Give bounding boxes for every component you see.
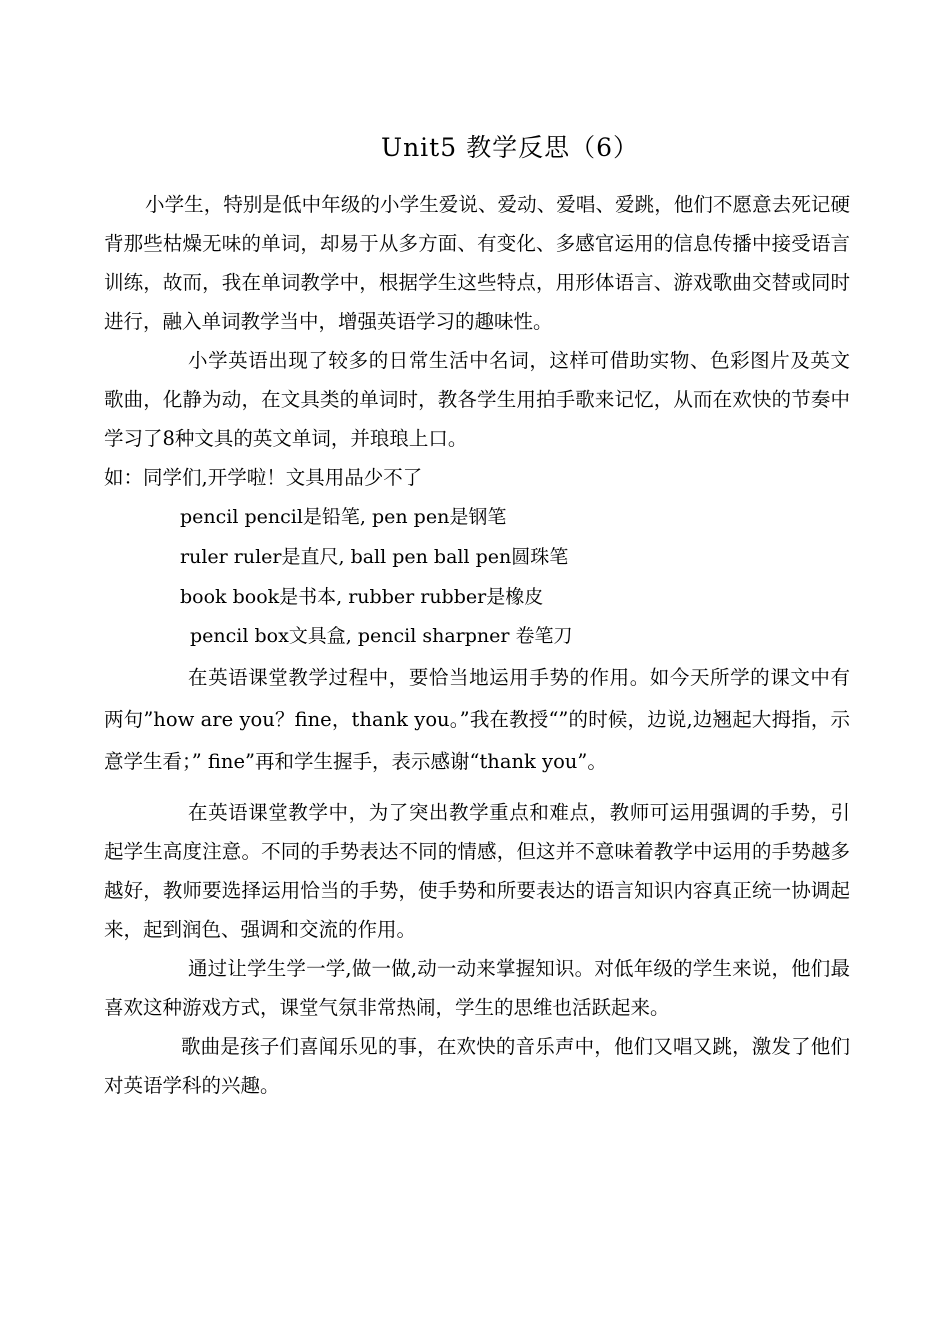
paragraph-vocabulary: 小学英语出现了较多的日常生活中名词，这样可借助实物、色彩图片及英文歌曲，化静为动，在文具类的单词时，教各学生用拍手歌来记忆，从而在欢快的节奏中学习了8种文具的英文单词，并琅琅上口。 [104, 349, 850, 450]
paragraph-gestures: 在英语课堂教学过程中，要恰当地运用手势的作用。如今天所学的课文中有两句”how are you？fine，thank you。”我在教授“”的时候，边说,边翘起大拇指，示意学生看；” fine”再和学生握手，表示感谢“thank you”。 [104, 666, 850, 773]
verse-line-4: pencil box文具盒, pencil sharpner 卷笔刀 [190, 625, 573, 647]
paragraph-intro: 小学生，特别是低中年级的小学生爱说、爱动、爱唱、爱跳，他们不愿意去死记硬背那些枯燥无味的单词，却易于从多方面、有变化、多感官运用的信息传播中接受语言训练，故而，我在单词教学中，根据学生这些特点，用形体语言、游戏歌曲交替或同时进行，融入单词教学当中，增强英语学习的趣味性。 [104, 193, 850, 333]
verse-line-1: pencil pencil是铅笔, pen pen是钢笔 [180, 506, 507, 528]
verse-line-2: ruler ruler是直尺, ball pen ball pen圆珠笔 [180, 546, 569, 568]
verse-line-3: book book是书本, rubber rubber是橡皮 [180, 586, 544, 608]
document-body [104, 185, 850, 1105]
paragraph-activities: 通过让学生学一学,做一做,动一动来掌握知识。对低年级的学生来说，他们最喜欢这种游戏方式，课堂气氛非常热闹，学生的思维也活跃起来。 [104, 957, 850, 1019]
paragraph-example-intro: 如：同学们,开学啦！文具用品少不了 [104, 466, 423, 489]
paragraph-songs: 歌曲是孩子们喜闻乐见的事，在欢快的音乐声中，他们又唱又跳，激发了他们对英语学科的兴趣。 [104, 1035, 850, 1097]
paragraph-emphasis: 在英语课堂教学中，为了突出教学重点和难点，教师可运用强调的手势，引起学生高度注意。不同的手势表达不同的情感，但这并不意味着教学中运用的手势越多越好，教师要选择运用恰当的手势，使手势和所要表达的语言知识内容真正统一协调起来，起到润色、强调和交流的作用。 [104, 801, 850, 941]
document-title: Unit5 教学反思（6） [381, 133, 639, 162]
